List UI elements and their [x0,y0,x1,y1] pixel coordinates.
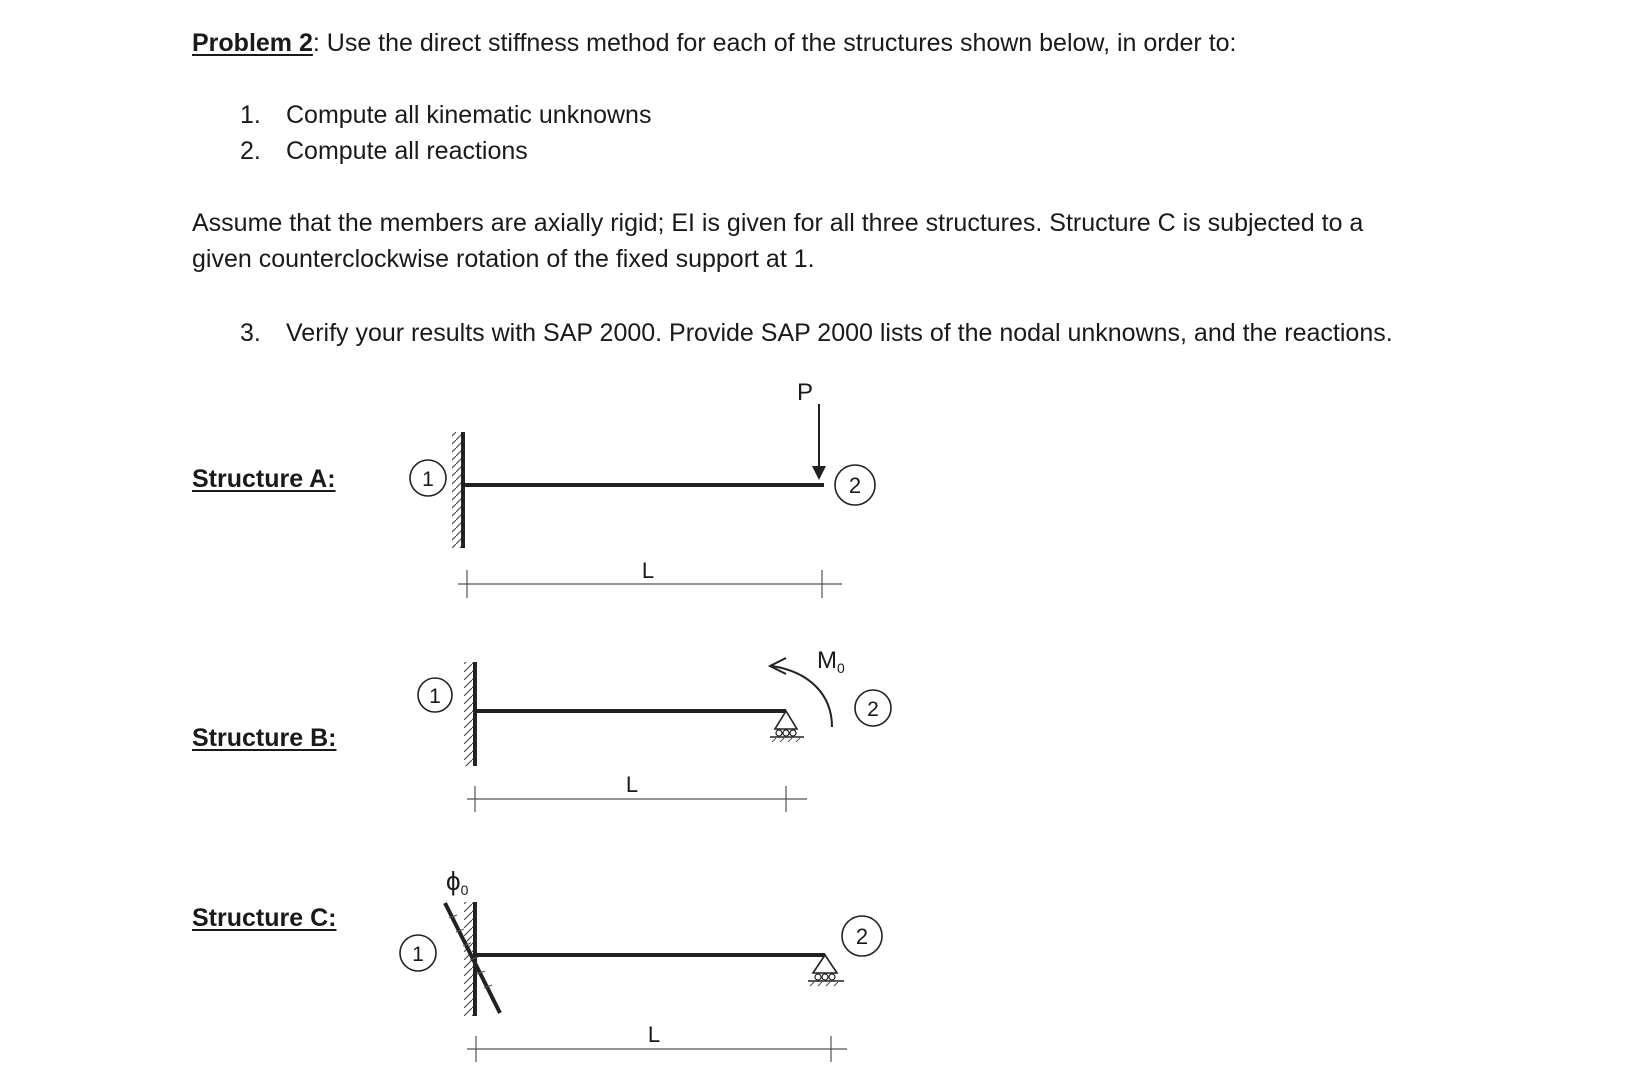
dimension-line [467,1022,847,1062]
list-item-text: Verify your results with SAP 2000. Provide SAP 2000 lists of the nodal unknowns, and the reactions. [286,319,1393,347]
rotation-label: ϕ0 [446,866,469,898]
node-1-marker [400,935,436,971]
roller-support [808,955,844,986]
span-label: L [641,558,655,583]
dimension-line [467,772,807,812]
fixed-support-hatch [464,662,473,766]
list-item-text: Compute all reactions [286,137,528,165]
moment-label: $M_0$ [817,647,845,676]
list-item-number: 3. [240,319,261,347]
structure-b-diagram [418,647,891,812]
load-label: P [796,379,814,406]
structure-c-diagram [400,866,882,1062]
problem-heading: Problem 2 [192,29,313,57]
list-item-number: 2. [240,137,261,165]
structure-a-label: Structure A: [192,465,336,493]
structure-a-diagram [410,379,875,598]
structure-b-label: Structure B: [192,724,337,752]
roller-support [770,711,804,742]
list-item-number: 1. [240,101,261,129]
node-2-label: 2 [848,473,862,498]
list-item-text: Compute all kinematic unknowns [286,101,652,129]
node-1-label: 1 [422,468,434,491]
node-1-label: 1 [412,943,424,966]
assumption-line-2: given counterclockwise rotation of the fixed support at 1. [192,245,815,273]
span-label: L [625,772,639,797]
point-load-arrowhead [812,466,826,480]
node-2-marker [855,690,891,726]
node-1-marker [418,678,452,712]
node-2-marker [835,465,875,505]
node-1-marker [410,460,446,496]
fixed-support-hatch [452,432,461,548]
span-label: L [647,1022,661,1047]
node-2-label: 2 [867,698,879,721]
dimension-line [458,558,842,598]
problem-intro: : Use the direct stiffness method for each of the structures shown below, in order to: [312,29,1237,57]
structure-c-label: Structure C: [192,904,337,932]
assumption-line-1: Assume that the members are axially rigid; EI is given for all three structures. Structure C is subjected to a [192,209,1364,237]
node-1-label: 1 [429,685,441,708]
node-2-label: 2 [855,924,869,949]
node-2-marker [842,916,882,956]
